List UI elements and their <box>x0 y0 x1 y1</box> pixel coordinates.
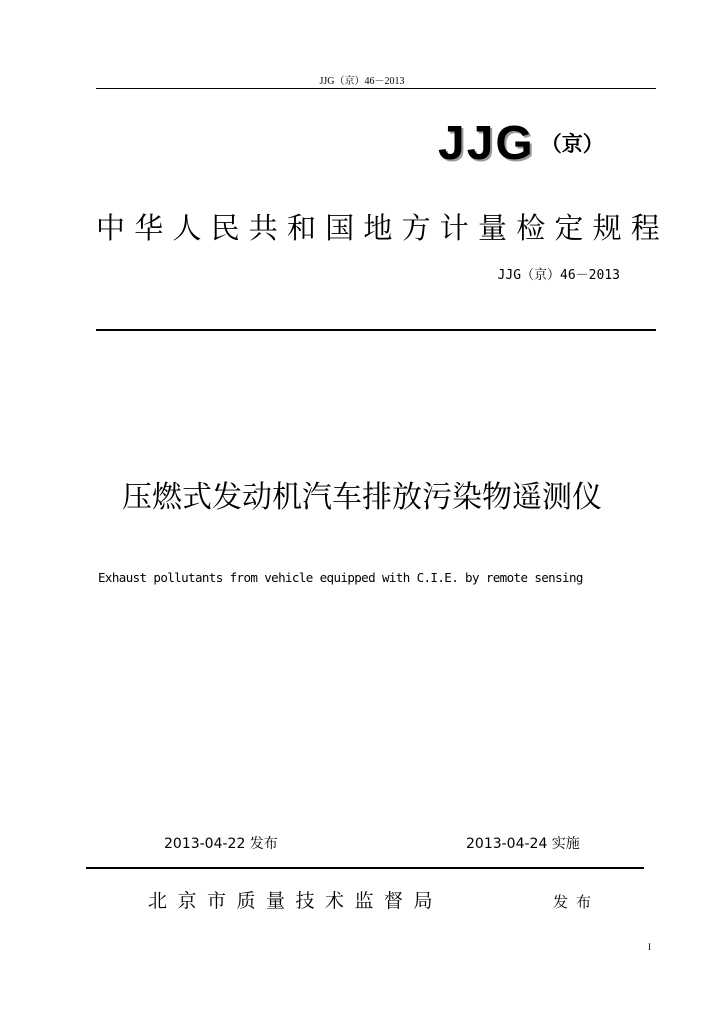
document-number: JJG（京）46－2013 <box>497 268 620 283</box>
logo-letters: JJG <box>438 117 535 170</box>
publish-label: 发布 <box>553 893 600 911</box>
logo-region: （京） <box>540 132 604 156</box>
subject-title-english: Exhaust pollutants from vehicle equipped with C.I.E. by remote sensing <box>98 570 583 585</box>
release-date: 2013-04-22 发布 <box>164 836 278 852</box>
subject-title-chinese: 压燃式发动机汽车排放污染物遥测仪 <box>122 480 602 515</box>
jjg-logo <box>438 116 604 171</box>
implementation-date: 2013-04-24 实施 <box>466 836 580 852</box>
footer-divider <box>86 867 644 869</box>
header-rule <box>96 88 656 89</box>
page-number: I <box>648 942 651 952</box>
main-title: 中华人民共和国地方计量检定规程 <box>96 211 670 245</box>
title-divider <box>96 329 656 331</box>
publisher: 北京市质量技术监督局 <box>148 890 444 912</box>
running-header: JJG（京）46－2013 <box>319 76 405 87</box>
